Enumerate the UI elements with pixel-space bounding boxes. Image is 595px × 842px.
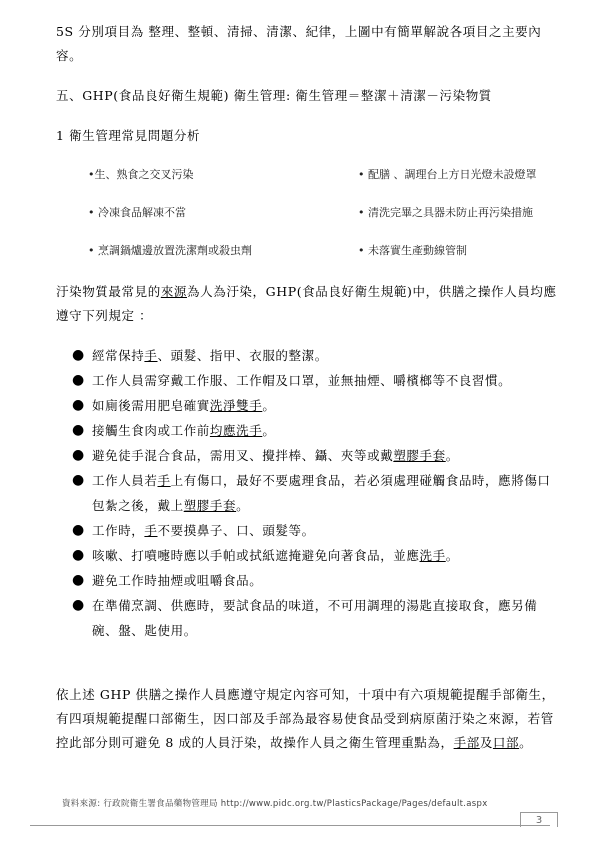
bullet-icon: ●	[72, 522, 85, 538]
problem-analysis-list	[80, 160, 570, 274]
conclusion-paragraph	[56, 683, 561, 755]
underlined-text: 手	[157, 473, 171, 488]
footer-divider	[30, 825, 550, 826]
text-run: 避免徒手混合食品，需用叉、攪拌棒、鑷、夾等或戴	[92, 448, 394, 463]
bullet-icon: ●	[72, 347, 85, 363]
rule-item	[70, 568, 562, 593]
problem-item: • 配膳 、調理台上方日光燈未設燈罩	[358, 168, 537, 181]
bullet-icon: ●	[72, 547, 85, 563]
problem-row	[80, 160, 570, 198]
text-run: 。	[262, 423, 276, 438]
rules-intro-paragraph	[56, 280, 561, 328]
text-run: 接觸生食肉或工作前	[92, 423, 210, 438]
source-citation: 資料來源: 行政院衛生署食品藥物管理局 http://www.pidc.org.tw/PlasticsPackage/Pages/default.aspx	[62, 799, 488, 809]
rule-item	[70, 393, 562, 418]
operator-rules-list	[70, 343, 562, 643]
text-run: 工作時，	[92, 523, 145, 538]
text-run: 。	[445, 448, 459, 463]
text-run: 經常保持	[92, 348, 145, 363]
bullet-icon: ●	[72, 422, 85, 438]
underlined-text: 手	[144, 523, 158, 538]
bullet-icon: ●	[72, 372, 85, 388]
text-run: 。	[519, 735, 533, 750]
text-run: 。	[445, 548, 459, 563]
bullet-icon: ●	[72, 472, 85, 488]
text-run: 。	[236, 498, 250, 513]
text-run: 避免工作時抽煙或咀嚼食品。	[92, 573, 263, 588]
underlined-text: 洗手	[419, 548, 446, 563]
text-run: 為人為汙染，GHP(食品良好衛生規範)中，供膳之操作人員均應遵守下列規定 ：	[56, 284, 557, 323]
page-number: 3	[520, 812, 558, 827]
text-run: 咳嗽、打噴嚏時應以手帕或拭紙遮掩避免向著食品，並應	[92, 548, 420, 563]
rule-item	[70, 368, 562, 393]
text-run: 汙染物質最常見的	[56, 284, 161, 299]
intro-paragraph: 5S 分別項目為 整理、整頓、清掃、清潔、紀律，上圖中有簡單解說各項目之主要內容。	[56, 24, 542, 63]
bullet-icon: ●	[72, 447, 85, 463]
text-run: 、頭髮、指甲、衣服的整潔。	[157, 348, 328, 363]
text-run: 及	[479, 735, 493, 750]
problem-row	[80, 236, 570, 274]
underlined-text: 口部	[492, 735, 520, 750]
rule-item	[70, 343, 562, 368]
problem-row	[80, 198, 570, 236]
underlined-text: 均應洗手	[209, 423, 263, 438]
bullet-icon: ●	[72, 597, 85, 613]
underlined-text: 洗淨雙手	[209, 398, 263, 413]
section-5-heading: 五、GHP(食品良好衛生規範) 衛生管理: 衛生管理＝整潔＋清潔－污染物質	[56, 88, 492, 103]
underlined-text: 手	[144, 348, 158, 363]
bullet-icon: ●	[72, 397, 85, 413]
rule-item	[70, 468, 562, 518]
text-run: 工作人員需穿戴工作服、工作帽及口罩，並無抽煙、嚼檳榔等不良習慣。	[92, 373, 512, 388]
rule-item	[70, 543, 562, 568]
text-run: 依上述 GHP 供膳之操作人員應遵守規定內容可知，十項中有六項規範提醒手部衛生，有四項規範提醒口部衛生，因口部及手部為最容易使食品受到病原菌汙染之來源，若管控此部分則可避免 8 成的人員汙染，故操作人員之衛生管理重點為，	[56, 687, 555, 750]
bullet-icon: ●	[72, 572, 85, 588]
underlined-text: 塑膠手套	[183, 498, 237, 513]
text-run: 在準備烹調、供應時，要試食品的味道，不可用調理的湯匙直接取食，應另備碗、盤、匙使用。	[92, 598, 538, 638]
text-run: 工作人員若	[92, 473, 158, 488]
problem-item: • 清洗完畢之具器未防止再污染措施	[358, 206, 533, 219]
problem-item: • 冷凍食品解凍不當	[88, 206, 186, 219]
underlined-text: 塑膠手套	[393, 448, 446, 463]
rule-item	[70, 518, 562, 543]
rule-item	[70, 593, 562, 643]
text-run: 。	[262, 398, 276, 413]
problem-item: •生、熟食之交叉污染	[88, 168, 194, 181]
problem-item: • 烹調鍋爐邊放置洗潔劑或殺虫劑	[88, 244, 252, 257]
rule-item	[70, 418, 562, 443]
text-run: 如廁後需用肥皂確實	[92, 398, 210, 413]
rule-item	[70, 443, 562, 468]
text-run: 上有傷口，最好不要處理食品，若必須處理碰觸食品時，應將傷口包紮之後，戴上	[92, 473, 551, 513]
problem-item: • 未落實生產動線管制	[358, 244, 467, 257]
text-run: 不要摸鼻子、口、頭髮等。	[157, 523, 315, 538]
underlined-text: 來源	[160, 284, 188, 299]
underlined-text: 手部	[453, 735, 480, 750]
subsection-1-heading: 1 衛生管理常見問題分析	[56, 128, 201, 143]
